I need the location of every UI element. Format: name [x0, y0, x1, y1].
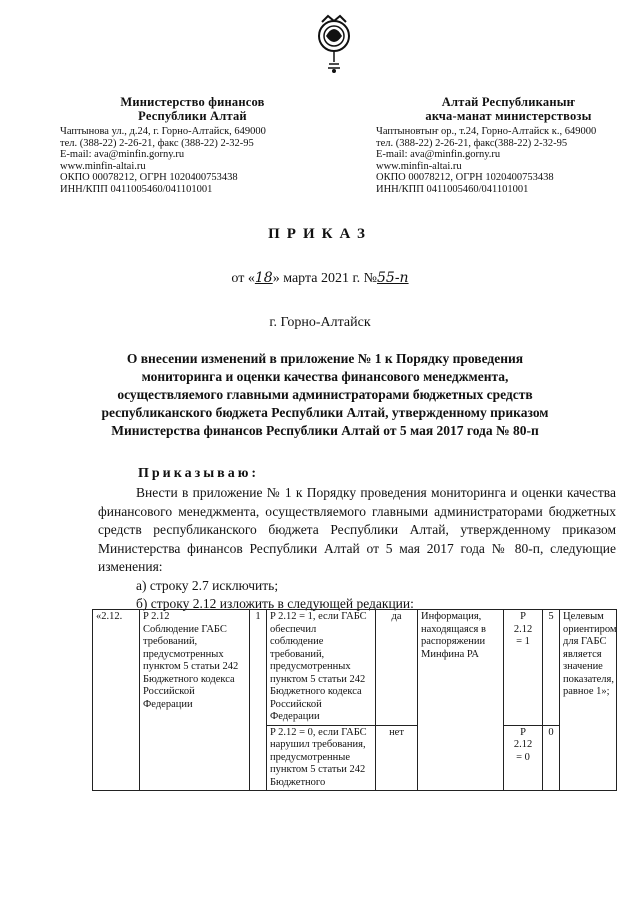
city: г. Горно-Алтайск [269, 315, 371, 330]
score-cell: 5 [543, 610, 560, 726]
ministry-header-russian [60, 95, 325, 196]
value-cell: P 2.12 = 0 [504, 725, 543, 791]
condition-cell: P 2.12 = 1, если ГАБС обеспечил соблюдение требований, предусмотренных пунктом 5 статьи 242 Бюджетного кодекса Российской Федерации [267, 610, 376, 726]
source-cell: Информация, находящаяся в распоряжении Минфина РА [418, 610, 504, 791]
org-name: Министерство финансов Республики Алтай [120, 95, 265, 123]
order-body [98, 484, 616, 614]
score-cell: 0 [543, 725, 560, 791]
value-cell: P 2.12 = 1 [504, 610, 543, 726]
row-number: «2.12. [93, 610, 140, 791]
order-subject: О внесении изменений в приложение № 1 к Порядку проведения мониторинга и оценки качества финансового менеджмента, осуществляемого главными администраторами бюджетных средств республиканского бюджета Республики Алтай, утвержденному приказом Министерства финансов Республики Алтай от 5 мая 2017 года № 80-п [101, 351, 549, 438]
order-date-number: от «18» марта 2021 г. №55-п [231, 270, 409, 286]
indicator-table [92, 609, 617, 791]
org-name: Алтай Республиканыҥ акча-манат министерствозы [425, 95, 592, 123]
document-title: ПРИКАЗ [268, 226, 372, 242]
weight-cell: 1 [250, 610, 267, 791]
answer-cell: да [376, 610, 418, 726]
list-item: б) строку 2.12 изложить в следующей редакции: [136, 596, 414, 611]
contact-block: Чаптынова ул., д.24, г. Горно-Алтайск, 649000 тел. (388-22) 2-26-21, факс (388-22) 2-32-95 E-mail: ava@minfin.gorny.ru www.minfin-altai.ru ОКПО 00078212, ОГРН 1020400753438 ИНН/КПП 0411005460/041101001 [60, 126, 266, 195]
condition-cell: P 2.12 = 0, если ГАБС нарушил требования, предусмотренные пунктом 5 статьи 242 Бюджетного [267, 725, 376, 791]
ministry-header-altai [376, 95, 640, 196]
handwritten-day: 18 [254, 270, 273, 286]
indicator-name: P 2.12 Соблюдение ГАБС требований, предусмотренных пунктом 5 статьи 242 Бюджетного кодекса Российской Федерации [140, 610, 250, 791]
handwritten-number: 55-п [377, 270, 409, 286]
answer-cell: нет [376, 725, 418, 791]
republic-emblem-icon [314, 12, 354, 76]
body-paragraph: Внести в приложение № 1 к Порядку проведения мониторинга и оценки качества финансового менеджмента, осуществляемого главными администраторами бюджетных средств республиканского бюджета Республики Алтай, утвержденному приказом Министерства финансов Республики Алтай от 5 мая 2017 года № 80-п, следующие изменения: [98, 485, 616, 574]
contact-block: Чаптыновтыҥ ор., т.24, Горно-Алтайск к., 649000 тел. (388-22) 2-26-21, факс(388-22) 2-32-95 E-mail: ava@minfin.gorny.ru www.minfin-altai.ru ОКПО 00078212, ОГРН 1020400753438 ИНН/КПП 0411005460/041101001 [376, 126, 597, 195]
decree-word: Приказываю: [138, 466, 260, 481]
target-cell: Целевым ориентиром для ГАБС является значение показателя, равное 1»; [560, 610, 617, 791]
list-item: а) строку 2.7 исключить; [136, 577, 279, 593]
table-row [93, 610, 617, 726]
